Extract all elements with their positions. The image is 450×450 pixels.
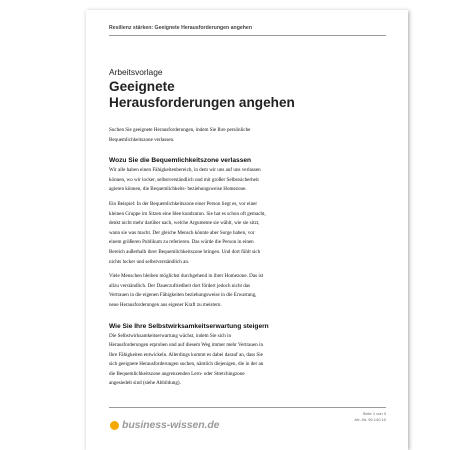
section-heading-selbstwirksamkeit: Wie Sie Ihre Selbstwirksamkeitserwartung steigern [109,322,269,330]
text-line: Wir alle haben einen Fähigkeitenbereich, in dem wir uns auf uns verlassen [109,167,261,174]
text-line: kleinen Gruppe im Sitzen eine Idee kundzutun. Sie hat es schon oft gemacht, [109,210,266,217]
section-heading-bequemlichkeitszone: Wozu Sie die Bequemlichkeitszone verlassen [109,157,252,165]
text-line: agieren können, die Bequemlichkeits- beziehungsweise Homezone. [109,186,247,193]
paragraph [109,166,387,195]
document-kicker: Arbeitsvorlage [109,67,163,77]
text-line: neue Herausforderungen aus eigener Kraft zu meistern. [109,301,222,308]
text-line: Bereich außerhalb ihrer Bequemlichkeitszone bringen. Und dort fühlt sich [109,248,261,255]
page-number: Seite 1 von 3 [362,411,386,416]
text-line: können, wo wir locker, selbstverständlich und mit großer Selbstsicherheit [109,176,259,183]
text-line: sich geeignete Herausforderungen suchen, nämlich diejenigen, die in der an [109,361,264,368]
text-line: Ihre Fähigkeiten entwickeln. Allerdings kommt es dabei darauf an, dass Sie [109,351,263,358]
paragraph [109,200,387,267]
header-divider [109,35,386,36]
text-line: allzu verständlich. Der Dauerzufriedheit dort fördert jedoch nicht das [109,282,251,289]
intro-paragraph [109,126,387,145]
article-number: Art.-Nr. 99.140.10 [354,417,386,422]
document-page [86,10,408,450]
logo-wordmark: business-wissen.de [122,419,220,431]
text-line: Suchen Sie geeignete Herausforderungen, indem Sie Ihre persönliche [109,127,251,133]
text-line: Bequemlichkeitszone verlassen. [109,136,175,143]
document-body [109,126,387,394]
paragraph [109,332,387,390]
text-line: Die Selbstwirksamkeitserwartung wächst, indem Sie sich in [109,332,232,339]
text-line: Ein Beispiel: In der Bequemlichkeitszone einer Person liegt es, vor einer [109,200,258,207]
text-line: angesiedelt sind (siehe Abbildung). [109,380,181,387]
running-header: Resilienz stärken: Geeignete Herausforderungen angehen [109,25,252,31]
text-line: Vertrauen in die eigenen Fähigkeiten beziehungsweise in die Erwartung, [109,292,257,299]
text-line: wann sie was macht. Der gleiche Mensch könnte aber Sorge haben, vor [109,229,255,236]
text-line: nichts locker und selbstverständlich an. [109,258,190,265]
paragraph [109,272,387,310]
business-wissen-logo [110,419,219,431]
text-line: die Bequemlichkeitszone angrenzenden Lern- oder Stretchingzone [109,370,245,377]
text-line: einem größeren Publikum zu referieren. Das würde die Person in einen [109,239,254,246]
title-line: Herausforderungen angehen [109,94,295,110]
text-line: denkt nicht mehr darüber nach, welche Argumente sie wählt, wie sie sitzt, [109,220,260,227]
text-line: Viele Menschen bleiben möglichst durchgehend in ihrer Homezone. Das ist [109,273,264,280]
text-line: Herausforderungen erproben und auf diesem Weg immer mehr Vertrauen in [109,342,263,349]
footer-divider [109,407,386,408]
title-line: Geeignete [109,79,175,94]
page-meta [354,411,386,423]
logo-dot-icon [110,421,119,430]
document-title [109,79,389,110]
